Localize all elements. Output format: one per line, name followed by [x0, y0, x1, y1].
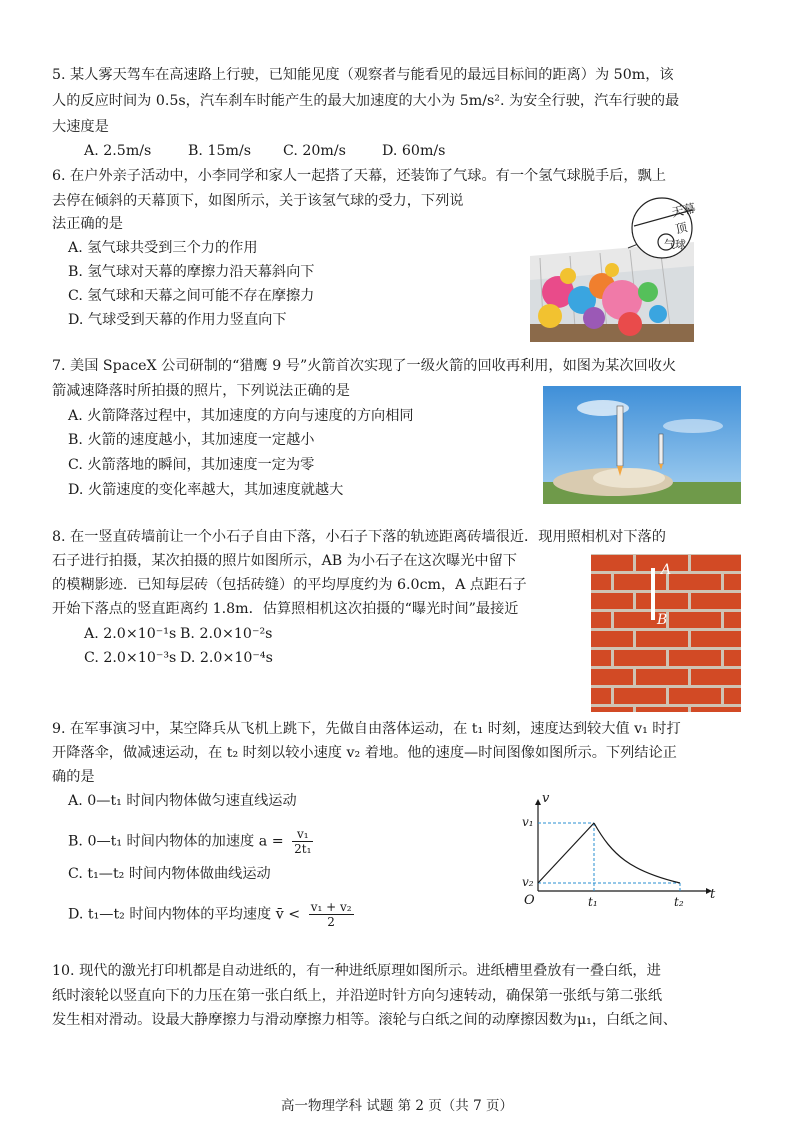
brick-wall-photo: [591, 554, 741, 712]
q9-option-c: C. t₁—t₂ 时间内物体做曲线运动: [68, 866, 271, 882]
q9-option-d: [68, 900, 354, 929]
q9-line-1: 9. 在军事演习中，某空降兵从飞机上跳下，先做自由落体运动，在 t₁ 时刻，速度达到较大值 v₁ 时打: [52, 721, 681, 737]
q6-option-a: A. 氢气球共受到三个力的作用: [68, 240, 258, 256]
origin-label: O: [524, 893, 535, 908]
decelerating-curve: [594, 823, 680, 883]
q9-option-b: [68, 827, 313, 856]
fraction-denominator: 2: [327, 915, 335, 929]
fraction-denominator: 2t₁: [294, 842, 312, 856]
q7-option-c: C. 火箭落地的瞬间，其加速度一定为零: [68, 457, 315, 473]
balloon-canopy-photo: [530, 196, 697, 342]
q6-option-d: D. 气球受到天幕的作用力竖直向下: [68, 312, 287, 328]
q8-option-d: D. 2.0×10⁻⁴s: [180, 650, 273, 666]
v-axis-arrow: [535, 799, 541, 805]
q6-line-2: 去停在倾斜的天幕顶下，如图所示，关于该氢气球的受力，下列说: [52, 193, 464, 209]
q5-option-a: A. 2.5m/s: [84, 143, 152, 159]
q8-line-4: 开始下落点的竖直距离约 1.8m．估算照相机这次拍摄的“曝光时间”最接近: [52, 601, 519, 617]
balloon-label: 气球: [664, 238, 686, 251]
q6-option-c: C. 氢气球和天幕之间可能不存在摩擦力: [68, 288, 315, 304]
t2-label: t₂: [674, 895, 684, 909]
point-b-label: B: [657, 612, 668, 628]
point-a-label: A: [661, 562, 672, 578]
q8-option-a: A. 2.0×10⁻¹s: [84, 626, 177, 642]
q7-option-d: D. 火箭速度的变化率越大，其加速度就越大: [68, 482, 344, 498]
q6-line-3: 法正确的是: [52, 216, 123, 232]
q6-line-1: 6. 在户外亲子活动中，小李同学和家人一起搭了天幕，还装饰了气球。有一个氢气球脱手后，飘上: [52, 168, 666, 184]
v2-label: v₂: [522, 875, 534, 889]
q8-line-1: 8. 在一竖直砖墙前让一个小石子自由下落，小石子下落的轨迹距离砖墙很近．现用照相机对下落的: [52, 529, 666, 545]
q10-line-1: 10. 现代的激光打印机都是自动进纸的，有一种进纸原理如图所示。进纸槽里叠放有一叠白纸，进: [52, 963, 661, 979]
q10-line-3: 发生相对滑动。设最大静摩擦力与滑动摩擦力相等。滚轮与白纸之间的动摩擦因数为μ₁，白纸之间、: [52, 1012, 677, 1028]
q5-line-2: 人的反应时间为 0.5s，汽车刹车时能产生的最大加速度的大小为 5m/s². 为安全行驶，汽车行驶的最: [52, 93, 680, 109]
q5-option-d: D. 60m/s: [382, 143, 446, 159]
q5-line-1: 5. 某人雾天驾车在高速路上行驶，已知能见度（观察者与能看见的最远目标间的距离）为 50m，该: [52, 67, 674, 83]
accelerating-segment: [538, 823, 594, 883]
canopy-top-label: 天幕顶: [670, 200, 697, 237]
q9-line-2: 开降落伞，做减速运动，在 t₂ 时刻以较小速度 v₂ 着地。他的速度—时间图像如图所示。下列结论正: [52, 745, 677, 761]
q7-line-2: 箭减速降落时所拍摄的照片，下列说法正确的是: [52, 383, 350, 399]
q9-option-b-fraction: [292, 827, 313, 856]
fraction-numerator: v₁ + v₂: [310, 900, 352, 914]
q6-option-b: B. 氢气球对天幕的摩擦力沿天幕斜向下: [68, 264, 315, 280]
q5-option-b: B. 15m/s: [188, 143, 252, 159]
t1-label: t₁: [588, 895, 598, 909]
q7-line-1: 7. 美国 SpaceX 公司研制的“猎鹰 9 号”火箭首次实现了一级火箭的回收再利用，如图为某次回收火: [52, 358, 677, 374]
q7-option-b: B. 火箭的速度越小，其加速度一定越小: [68, 432, 315, 448]
v1-label: v₁: [522, 815, 534, 829]
q9-option-d-text: D. t₁—t₂ 时间内物体的平均速度 v̄ <: [68, 906, 301, 923]
q7-option-a: A. 火箭降落过程中，其加速度的方向与速度的方向相同: [68, 408, 414, 424]
q5-line-3: 大速度是: [52, 119, 109, 135]
q9-option-a: A. 0—t₁ 时间内物体做匀速直线运动: [68, 793, 297, 809]
q8-option-b: B. 2.0×10⁻²s: [180, 626, 273, 642]
velocity-time-graph: [520, 791, 720, 920]
q10-line-2: 纸时滚轮以竖直向下的力压在第一张白纸上，并沿逆时针方向匀速转动，确保第一张纸与第二张纸: [52, 988, 663, 1004]
q8-line-2: 石子进行拍摄，某次拍摄的照片如图所示，AB 为小石子在这次曝光中留下: [52, 553, 517, 569]
q8-option-c: C. 2.0×10⁻³s: [84, 650, 177, 666]
q8-line-3: 的模糊影迹．已知每层砖（包括砖缝）的平均厚度约为 6.0cm，A 点距石子: [52, 577, 527, 593]
q5-option-c: C. 20m/s: [283, 143, 346, 159]
q9-option-d-fraction: [309, 900, 354, 929]
q9-option-b-text: B. 0—t₁ 时间内物体的加速度 a =: [68, 833, 284, 850]
fraction-numerator: v₁: [292, 827, 313, 842]
v-axis-label: v: [542, 791, 550, 806]
page-footer: 高一物理学科 试题 第 2 页（共 7 页）: [281, 1098, 513, 1114]
t-axis-label: t: [710, 887, 716, 902]
q9-line-3: 确的是: [52, 769, 95, 785]
rocket-landing-photo: [543, 386, 741, 504]
